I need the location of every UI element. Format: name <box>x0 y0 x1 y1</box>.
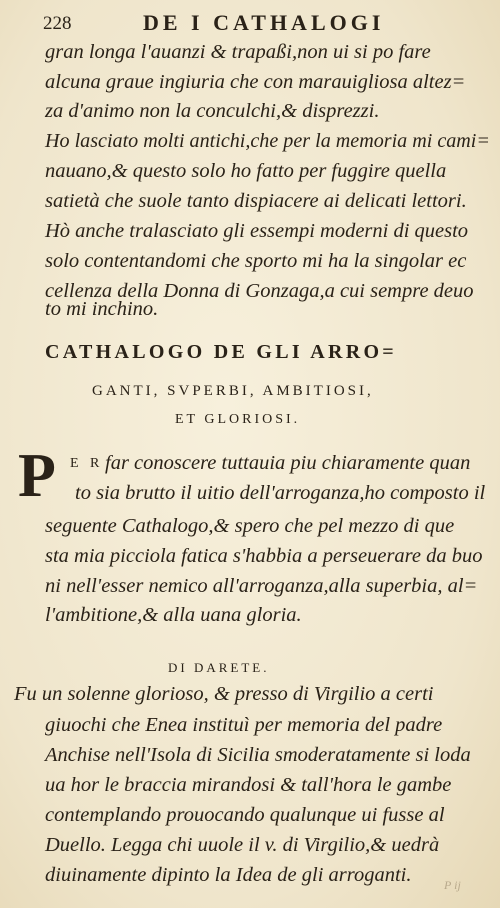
text-line: Hò anche tralasciato gli essempi moderni di questo <box>45 220 469 242</box>
text-line: ua hor le braccia mirandosi & tall'hora le gambe <box>45 774 452 796</box>
text-line: Anchise nell'Isola di Sicilia smoderatamente si loda <box>45 744 471 766</box>
initial-small-caps: E R <box>70 456 104 471</box>
text-line: sta mia picciola fatica s'habbia a perseuerare da buo <box>45 545 483 567</box>
text-line: solo contentandomi che sporto mi ha la singolar ec <box>45 250 467 272</box>
text-line: giuochi che Enea instituì per memoria del padre <box>45 714 443 736</box>
text-line: za d'animo non la conculchi,& disprezzi. <box>45 100 380 122</box>
text-line: l'ambitione,& alla uana gloria. <box>45 604 302 626</box>
page-number: 228 <box>43 13 72 34</box>
text-line: nauano,& questo solo ho fatto per fuggire quella <box>45 160 447 182</box>
folio-mark: P ij <box>444 878 461 892</box>
text-line: Duello. Legga chi uuole il v. di Virgilio,& uedrà <box>45 834 440 856</box>
text-line: alcuna graue ingiuria che con marauigliosa altez= <box>45 71 466 93</box>
text-line: to sia brutto il uitio dell'arroganza,ho composto il <box>75 482 486 504</box>
text-line: Ho lasciato molti antichi,che per la memoria mi cami= <box>45 130 490 152</box>
subheading: DI DARETE. <box>168 660 270 675</box>
text-line: gran longa l'auanzi & trapaßi,non ui si po fare <box>45 41 431 63</box>
drop-cap: P <box>18 442 56 510</box>
text-line: Fu un solenne glorioso, & presso di Virgilio a certi <box>14 683 434 705</box>
text-line: ni nell'esser nemico all'arroganza,alla superbia, al= <box>45 575 478 597</box>
text-line: diuinamente dipinto la Idea de gli arroganti. <box>45 864 412 886</box>
text-line: seguente Cathalogo,& spero che pel mezzo di que <box>45 515 455 537</box>
section-title-line-2: GANTI, SVPERBI, AMBITIOSI, <box>92 383 374 399</box>
text-line: far conoscere tuttauia piu chiaramente quan <box>105 452 471 474</box>
text-line: contemplando prouocando qualunque ui fusse al <box>45 804 445 826</box>
text-line: cellenza della Donna di Gonzaga,a cui sempre deuo <box>45 280 474 302</box>
section-title-line-3: ET GLORIOSI. <box>175 412 301 427</box>
text-line: to mi inchino. <box>45 298 159 320</box>
running-title: DE I CATHALOGI <box>143 10 385 35</box>
text-line: satietà che suole tanto dispiacere ai delicati lettori. <box>45 190 467 212</box>
section-title-line-1: CATHALOGO DE GLI ARRO= <box>45 341 397 363</box>
